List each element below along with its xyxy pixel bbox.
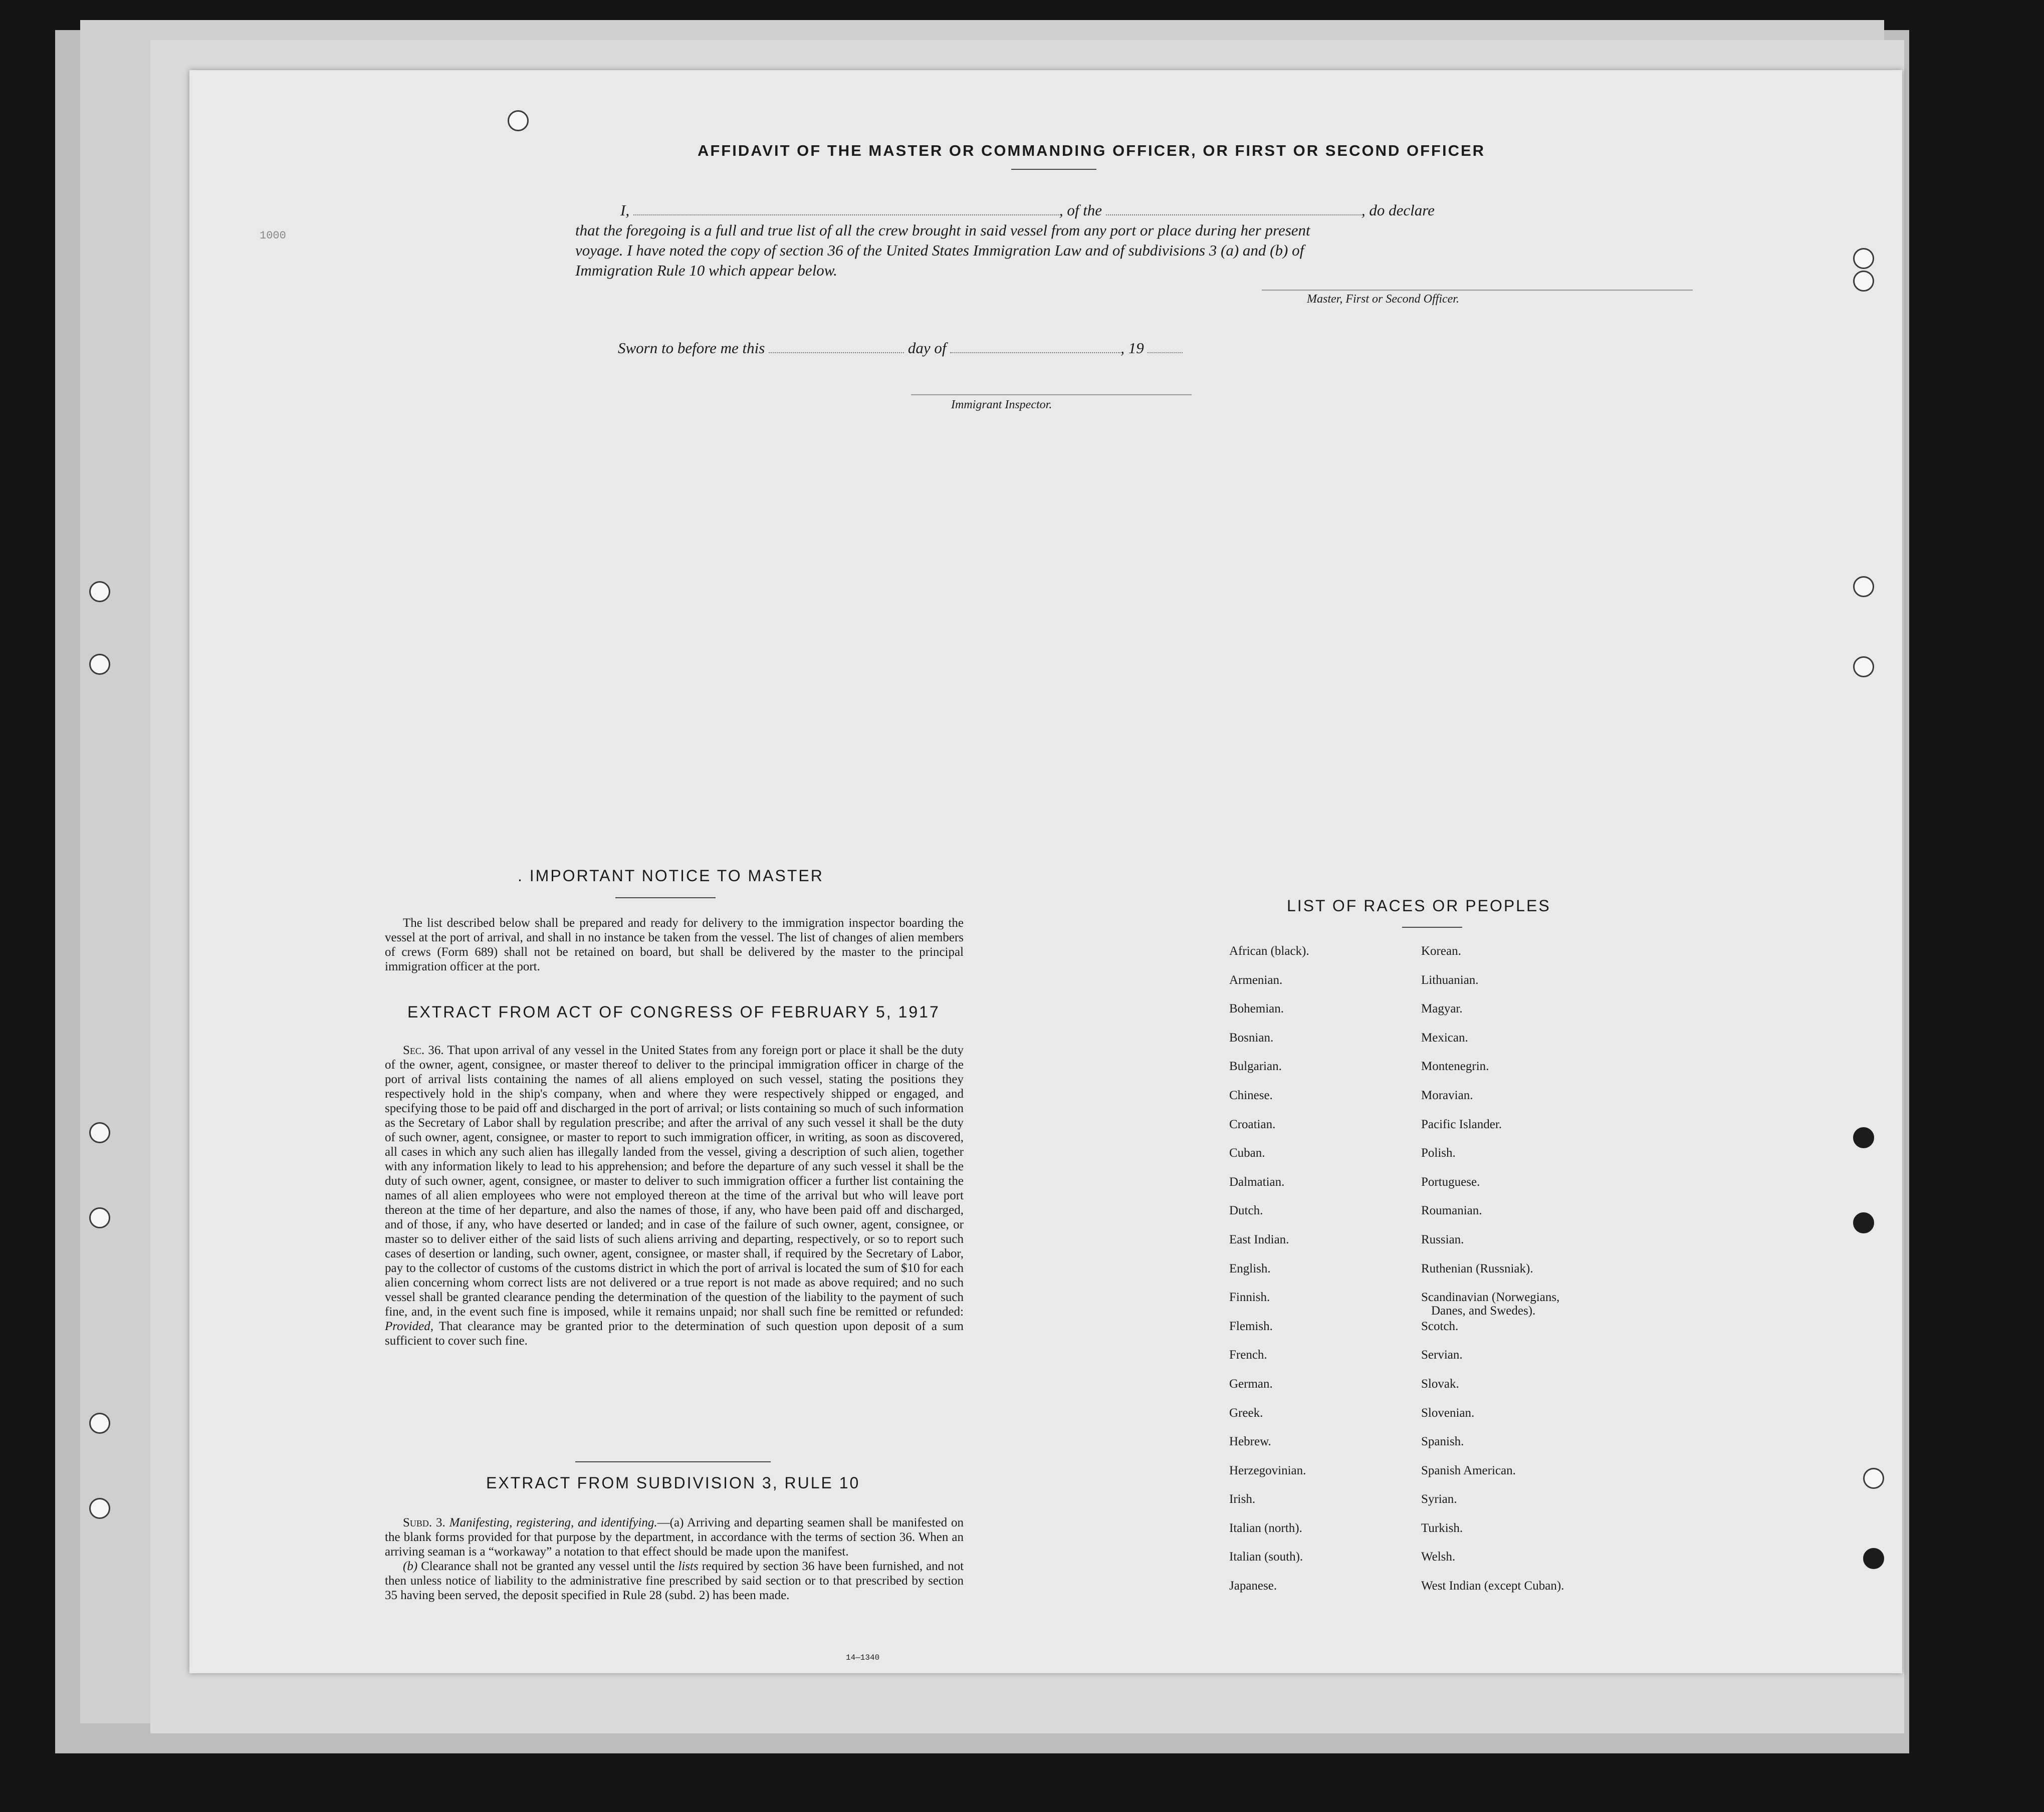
binder-hole [508,110,529,131]
race-item: Mexican. [1421,1030,1468,1045]
subd-3-paragraph-a [385,1515,964,1559]
race-item: Armenian. [1229,973,1283,987]
race-item: Russian. [1421,1232,1464,1246]
inspector-signature-line[interactable] [911,394,1192,395]
binder-hole [1863,1468,1884,1489]
race-item: Hebrew. [1229,1435,1271,1449]
races-column-1 [1229,937,1309,1601]
notice-title: . IMPORTANT NOTICE TO MASTER [518,867,824,885]
race-item: French. [1229,1348,1267,1362]
binder-hole [1863,1548,1884,1569]
binder-hole [1853,271,1874,292]
races-underline [1402,927,1462,928]
binder-hole [1853,248,1874,269]
act-extract-body [385,1043,964,1348]
para-b-text-pre: Clearance shall not be granted any vessel until the [421,1560,675,1573]
binder-hole [1853,1212,1874,1233]
binder-hole [1853,1127,1874,1148]
signature-label: Master, First or Second Officer. [1307,293,1459,306]
race-item: Italian (south). [1229,1550,1303,1564]
notice-underline [615,897,716,898]
races-column-2 [1421,937,1564,1601]
margin-stamp: 1000 [260,229,286,242]
race-item: Spanish American. [1421,1463,1516,1477]
race-item: German. [1229,1377,1273,1391]
affidavit-of-the-label: , of the [1059,201,1102,219]
provided-label: Provided, [385,1320,433,1333]
race-item-line: Danes, and Swedes). [1431,1304,1536,1318]
officer-name-blank[interactable] [633,203,1059,215]
subd-3-paragraph-b [385,1559,964,1603]
race-item: English. [1229,1261,1271,1275]
affidavit-i-label: I, [620,201,630,219]
race-item: Montenegrin. [1421,1060,1489,1074]
rule-extract-body [385,1515,964,1603]
inspector-label: Immigrant Inspector. [951,398,1052,411]
para-b-text-post: required by section 36 have been furnished, and not then unless notice of liability to the administrative fine prescribed by said section or to that prescribed by section 35 having been served, the deposit specified in Rule 28 (subd. 2) has been made. [385,1560,964,1602]
race-item: Croatian. [1229,1117,1276,1131]
sworn-year-label: , 19 [1120,339,1144,357]
title-underline [1011,169,1096,170]
race-item: Chinese. [1229,1088,1273,1102]
notice-body-text: The list described below shall be prepared and ready for delivery to the immigration inspector boarding the vessel at the port of arrival, and shall in no instance be taken from the vessel. The list of changes of alien members of crews (Form 689) shall not be retained on board, but shall be delivered by the master to the principal immigration officer at the port. [385,916,964,973]
sworn-day-of: day of [907,339,947,357]
race-item: Ruthenian (Russniak). [1421,1261,1533,1275]
race-item: Bulgarian. [1229,1060,1282,1074]
race-item: Pacific Islander. [1421,1117,1502,1131]
binder-hole [89,1413,110,1434]
para-a-label: —(a) [657,1516,684,1529]
race-item: Dalmatian. [1229,1175,1285,1189]
race-item: Polish. [1421,1146,1456,1160]
signature-line[interactable] [1262,290,1693,291]
race-item: West Indian (except Cuban). [1421,1579,1564,1593]
race-item-line: Scandinavian (Norwegians, [1421,1290,1560,1305]
notice-body [385,916,964,974]
race-item: African (black). [1229,944,1309,958]
act-extract-divider [575,1461,771,1462]
rule-extract-title: EXTRACT FROM SUBDIVISION 3, RULE 10 [486,1474,860,1492]
para-a-text: Arriving and departing seamen shall be manifested on the blank forms provided for that purpose by the department, in accordance with the terms of section 36. When an arriving seaman is a “workaway” a notation to that effect should be made upon the manifest. [385,1516,964,1559]
race-item: Roumanian. [1421,1204,1482,1218]
race-item-multiline [1421,1283,1564,1318]
race-item: Finnish. [1229,1290,1270,1305]
sworn-month-blank[interactable] [950,341,1120,353]
race-item: Slovenian. [1421,1406,1475,1420]
race-item: East Indian. [1229,1232,1289,1246]
binder-hole [1853,656,1874,677]
races-title: LIST OF RACES OR PEOPLES [1287,897,1551,915]
affidavit-line-2: that the foregoing is a full and true list of all the crew brought in said vessel from any port or place during her present [575,221,1310,239]
binder-hole [89,1498,110,1519]
para-b-lists: lists [678,1560,699,1573]
sworn-day-blank[interactable] [769,341,904,353]
binder-hole [89,1122,110,1143]
sworn-year-blank[interactable] [1148,341,1183,353]
race-item: Portuguese. [1421,1175,1480,1189]
race-item: Herzegovinian. [1229,1463,1306,1477]
race-item: Turkish. [1421,1521,1463,1535]
race-item: Greek. [1229,1406,1263,1420]
binder-hole [89,654,110,675]
subd-3-heading: Manifesting, registering, and identifying. [449,1516,657,1529]
para-b-label: (b) [403,1560,418,1573]
race-item: Korean. [1421,944,1461,958]
affidavit-line-4: Immigration Rule 10 which appear below. [575,262,837,279]
race-item: Servian. [1421,1348,1463,1362]
affidavit-do-declare-label: , do declare [1361,201,1435,219]
sec-36-paragraph [385,1043,964,1348]
affidavit-form-page [189,70,1902,1673]
race-item: Magyar. [1421,1002,1463,1016]
race-item: Scotch. [1421,1319,1459,1333]
binder-hole [89,1207,110,1228]
race-item: Dutch. [1229,1204,1263,1218]
affidavit-line-1 [620,201,1435,219]
sec-36-label: Sec. 36. [403,1044,444,1057]
race-item: Irish. [1229,1492,1256,1506]
race-item: Bosnian. [1229,1030,1274,1045]
affidavit-title: AFFIDAVIT OF THE MASTER OR COMMANDING OFFICER, OR FIRST OR SECOND OFFICER [697,142,1486,159]
binder-hole [89,581,110,602]
race-item: Moravian. [1421,1088,1473,1102]
race-item: Welsh. [1421,1550,1456,1564]
act-extract-title: EXTRACT FROM ACT OF CONGRESS OF FEBRUARY 5, 1917 [407,1003,940,1021]
race-item: Flemish. [1229,1319,1273,1333]
race-item: Bohemian. [1229,1002,1284,1016]
race-item: Spanish. [1421,1435,1464,1449]
race-item: Syrian. [1421,1492,1457,1506]
sec-36-text: That upon arrival of any vessel in the United States from any foreign port or place it shall be the duty of the owner, agent, consignee, or master thereof to deliver to the principal immigration officer in charge of the port of arrival lists containing the names of all aliens employed on such vessel, stating the positions they respectively hold in the ship's company, when and where they were respectively shipped or engaged, and specifying those to be paid off and discharged in the port of arrival; or lists containing so much of such information as the Secretary of Labor shall by regulation prescribe; and after the arrival of any such vessel it shall be the duty of such owner, agent, consignee, or master to report to such immigration officer, in writing, as soon as discovered, all cases in which any such alien has illegally landed from the vessel, giving a description of such alien, together with any information likely to lead to his apprehension; and before the departure of any such vessel it shall be the duty of such owner, agent, consignee, or master to deliver to such immigration officer a further list containing the names of all alien employees who were not employed thereon at the time of the arrival but who will leave port thereon at the time of her departure, and also the names of those, if any, who have been paid off and discharged, and of those, if any, who have deserted or landed; and in case of the failure of such owner, agent, consignee, or master so to deliver either of the said lists of such aliens arriving and departing, respectively, or so to report such cases of desertion or landing, such owner, agent, consignee, or master shall, if required by the Secretary of Labor, pay to the collector of customs of the customs district in which the port of arrival is located the sum of $10 for each alien concerning whom correct lists are not delivered or a true report is not made as above required; and no such vessel shall be granted clearance pending the determination of the question of the liability to the payment of such fine, and, in the event such fine is imposed, while it remains unpaid; nor shall such fine be remitted or refunded: [385,1044,964,1319]
sec-36-text-end: That clearance may be granted prior to the determination of such question upon deposit of a sum sufficient to cover such fine. [385,1320,964,1348]
race-item: Lithuanian. [1421,973,1479,987]
sworn-line [618,339,1183,357]
affidavit-line-3: voyage. I have noted the copy of section 36 of the United States Immigration Law and of subdivisions 3 (a) and (b) of [575,241,1304,259]
race-item: Cuban. [1229,1146,1265,1160]
binder-hole [1853,576,1874,597]
race-item: Japanese. [1229,1579,1277,1593]
form-code: 14—1340 [846,1653,880,1662]
vessel-name-blank[interactable] [1106,203,1361,215]
race-item: Italian (north). [1229,1521,1302,1535]
race-item: Slovak. [1421,1377,1459,1391]
sworn-prefix: Sworn to before me this [618,339,765,357]
subd-3-label: Subd. 3. [403,1516,445,1529]
